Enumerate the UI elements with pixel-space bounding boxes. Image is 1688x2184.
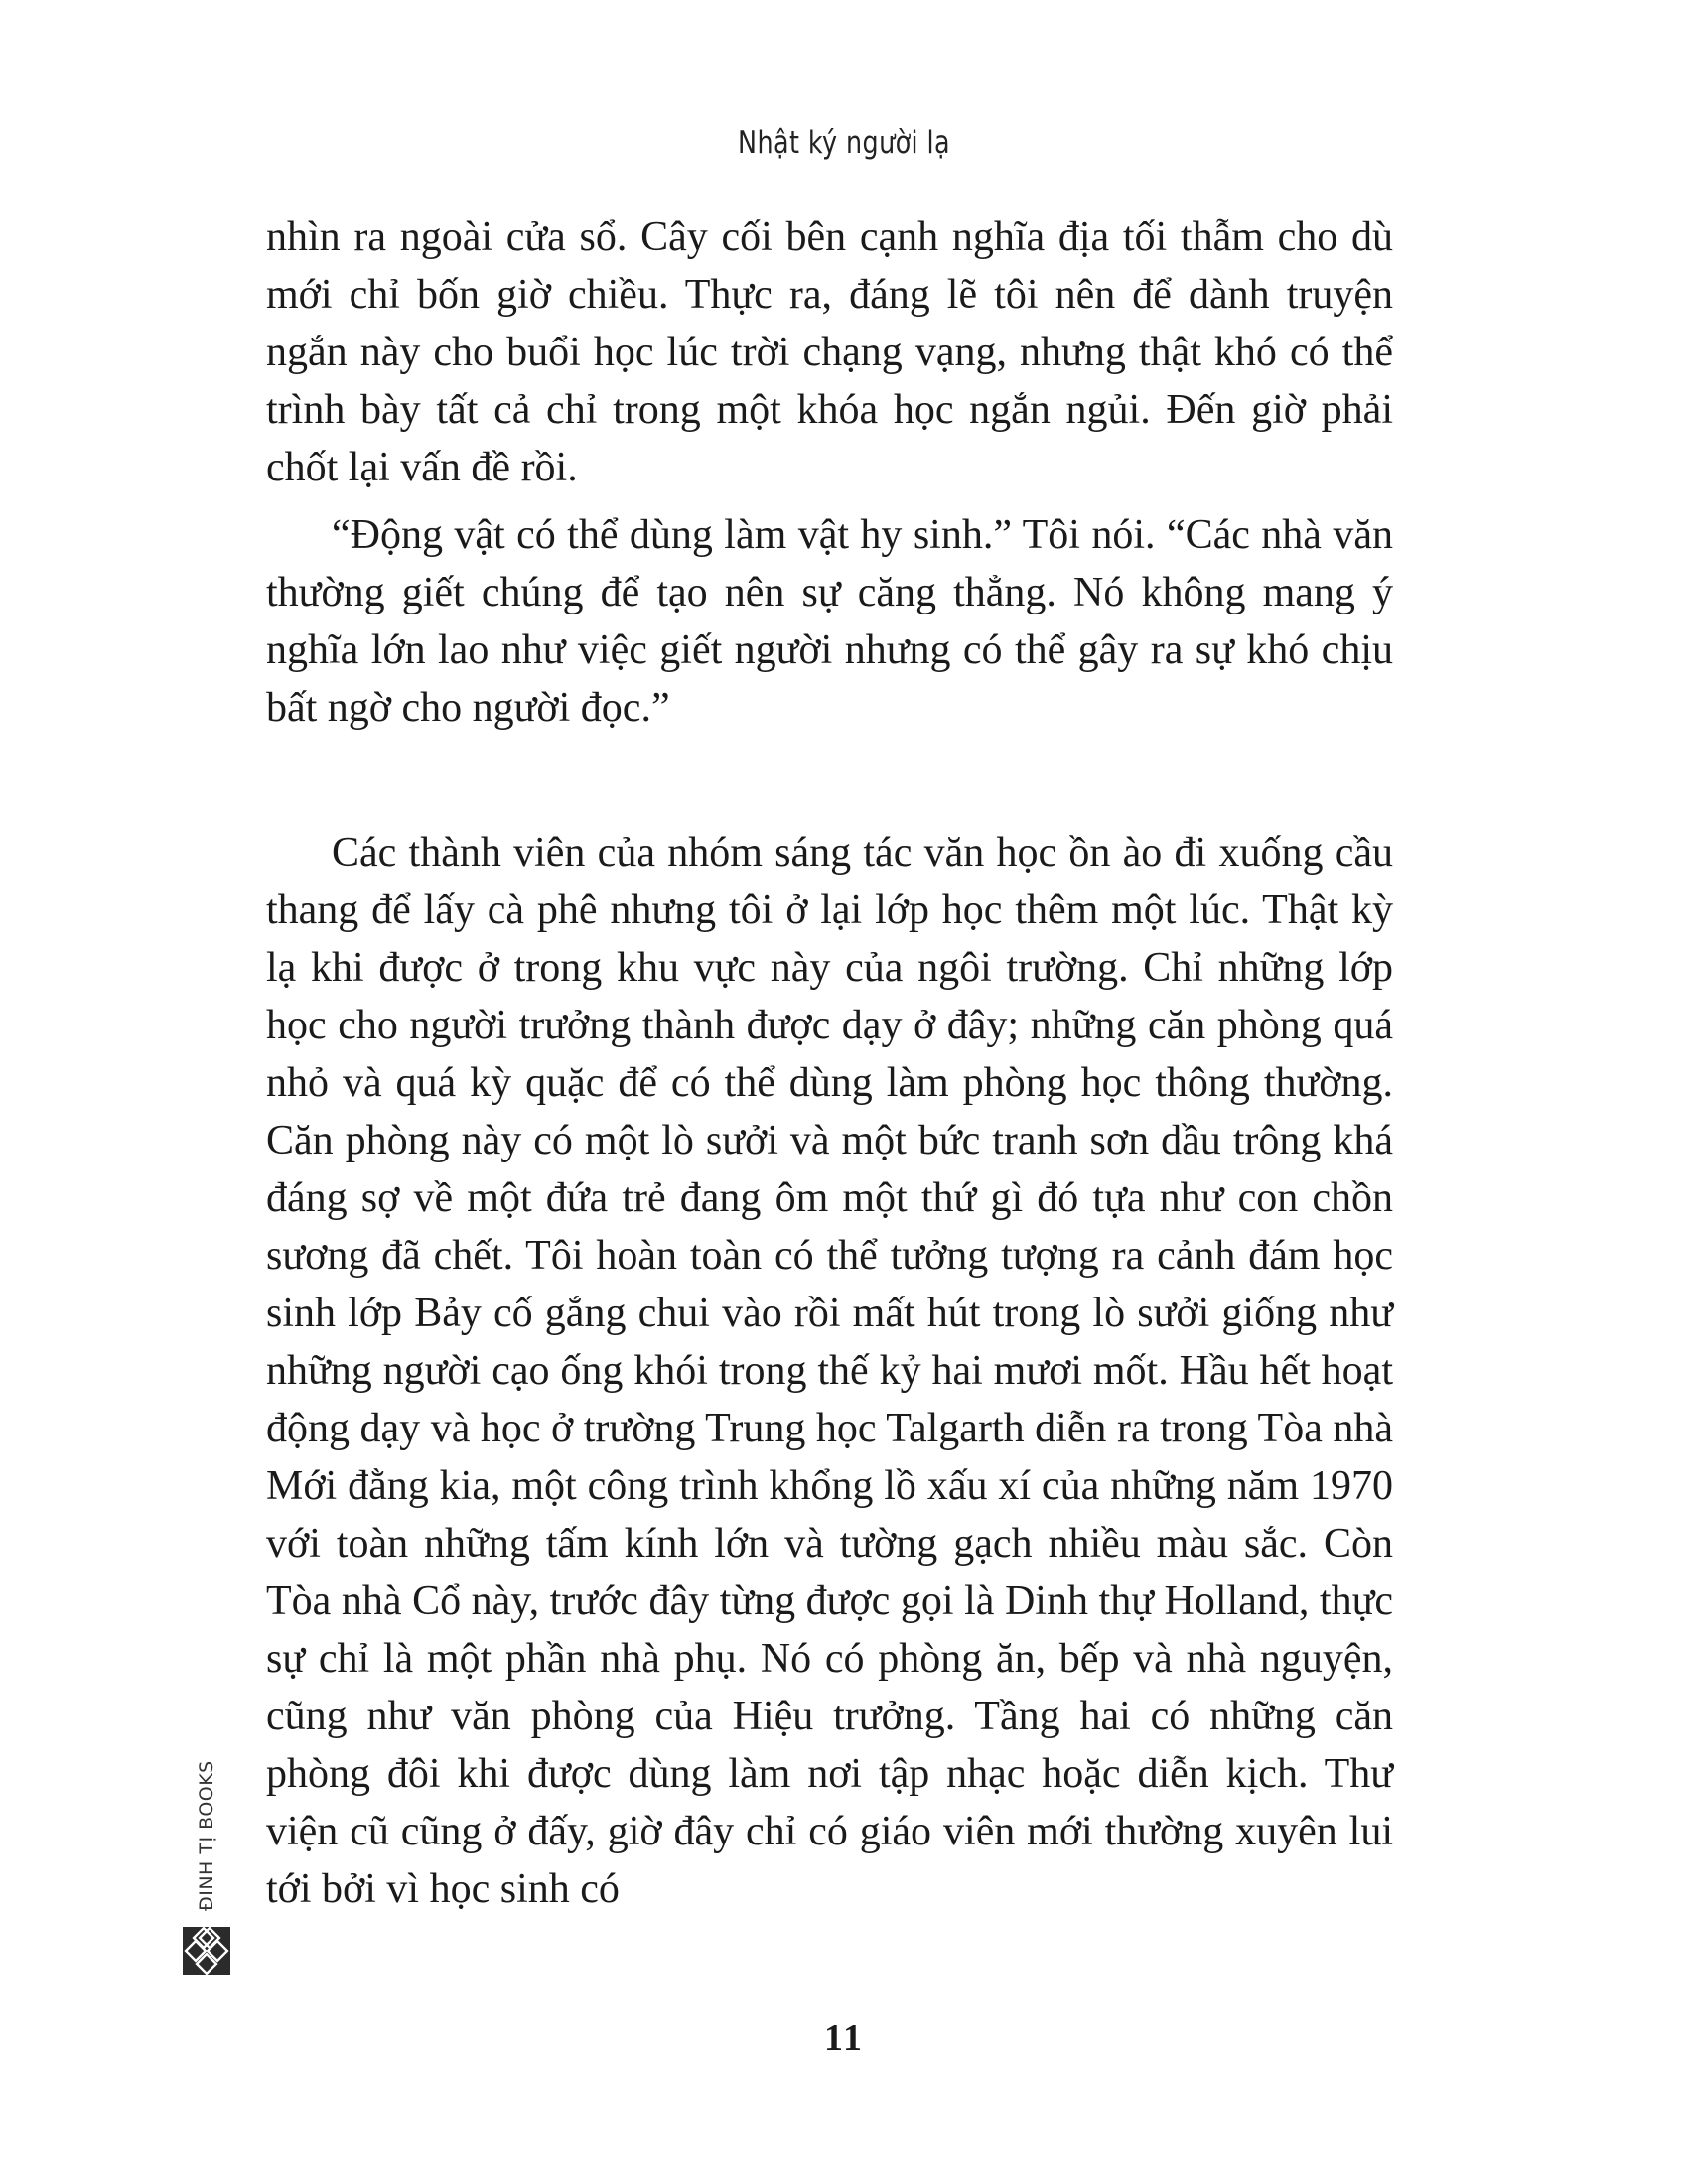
paragraph-dialogue: “Động vật có thể dùng làm vật hy sinh.” Tôi nói. “Các nhà văn thường giết chúng để tạo nên sự căng thẳng. Nó không mang ý nghĩa lớn lao như việc giết người nhưng có thể gây ra sự khó chịu bất ngờ cho người đọc.” <box>266 512 1393 731</box>
text-section-top <box>266 208 1393 737</box>
page-number: 11 <box>824 2017 864 2059</box>
paragraph-continuation: nhìn ra ngoài cửa sổ. Cây cối bên cạnh nghĩa địa tối thẫm cho dù mới chỉ bốn giờ chiều. Thực ra, đáng lẽ tôi nên để dành truyện ngắn này cho buổi học lúc trời chạng vạng, nhưng thật khó có thể trình bày tất cả chỉ trong một khóa học ngắn ngủi. Đến giờ phải chốt lại vấn đề rồi. <box>266 214 1393 490</box>
text-section-bottom <box>266 824 1393 1918</box>
publisher-mark <box>181 1732 232 1990</box>
publisher-name: ĐINH TỊ BOOKS <box>196 1760 217 1911</box>
diamond-knot-logo-icon <box>183 1927 230 1975</box>
running-header: Nhật ký người lạ <box>738 125 950 161</box>
paragraph-main: Các thành viên của nhóm sáng tác văn học ồn ào đi xuống cầu thang để lấy cà phê nhưng tôi ở lại lớp học thêm một lúc. Thật kỳ lạ khi được ở trong khu vực này của ngôi trường. Chỉ những lớp học cho người trưởng thành được dạy ở đây; những căn phòng quá nhỏ và quá kỳ quặc để có thể dùng làm phòng học thông thường. Căn phòng này có một lò sưởi và một bức tranh sơn dầu trông khá đáng sợ về một đứa trẻ đang ôm một thứ gì đó tựa như con chồn sương đã chết. Tôi hoàn toàn có thể tưởng tượng ra cảnh đám học sinh lớp Bảy cố gắng chui vào rồi mất hút trong lò sưởi giống như những người cạo ống khói trong thế kỷ hai mươi mốt. Hầu hết hoạt động dạy và học ở trường Trung học Talgarth diễn ra trong Tòa nhà Mới đằng kia, một công trình khổng lồ xấu xí của những năm 1970 với toàn những tấm kính lớn và tường gạch nhiều màu sắc. Còn Tòa nhà Cổ này, trước đây từng được gọi là Dinh thự Holland, thực sự chỉ là một phần nhà phụ. Nó có phòng ăn, bếp và nhà nguyện, cũng như văn phòng của Hiệu trưởng. Tầng hai có những căn phòng đôi khi được dùng làm nơi tập nhạc hoặc diễn kịch. Thư viện cũ cũng ở đấy, giờ đây chỉ có giáo viên mới thường xuyên lui tới bởi vì học sinh có <box>266 830 1393 1912</box>
